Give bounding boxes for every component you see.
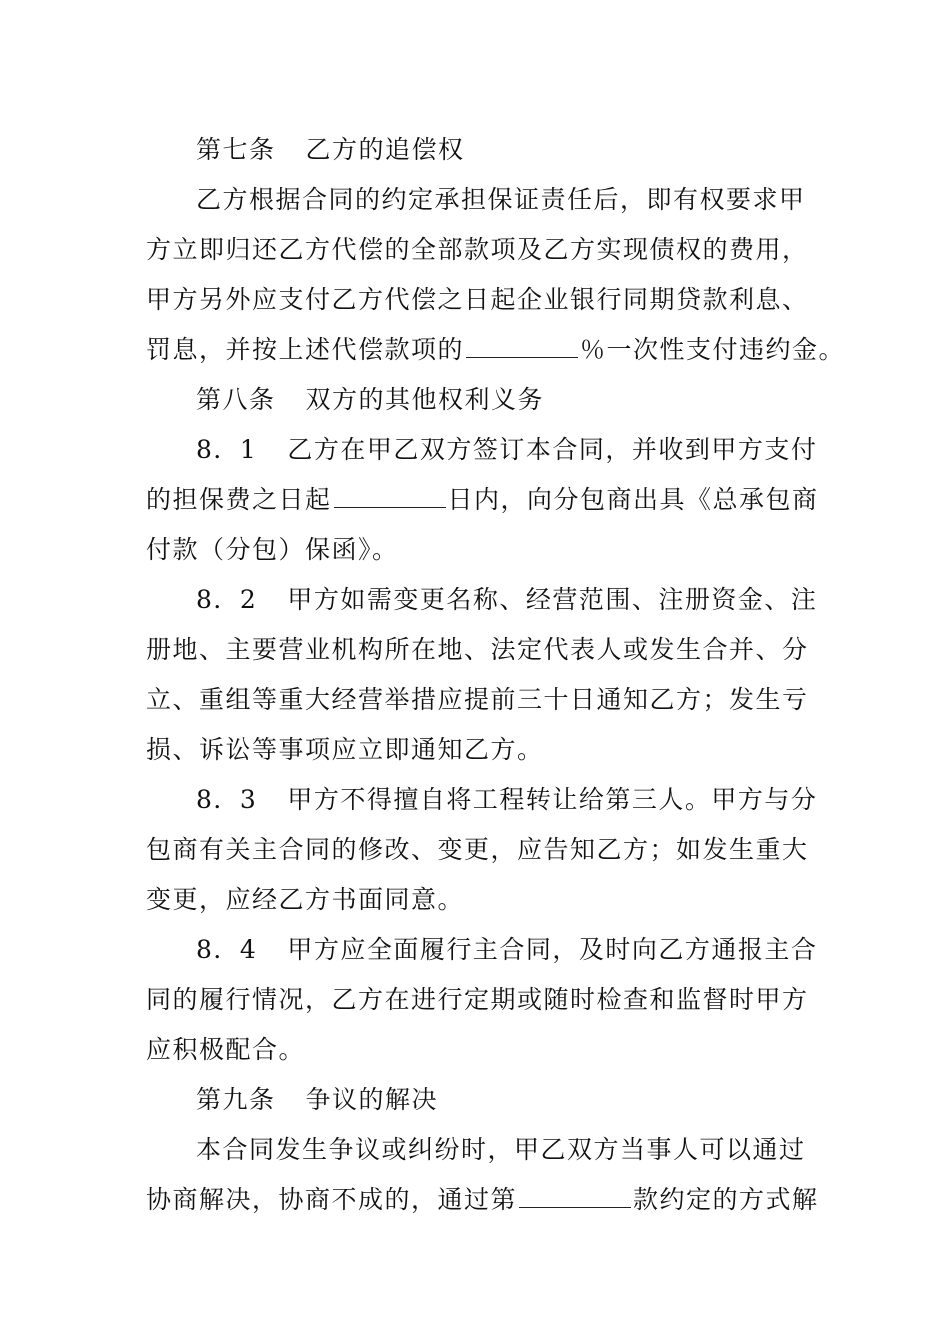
line-text: 损、诉讼等事项应立即通知乙方。 <box>146 735 544 764</box>
clause-number: 8．1 <box>196 435 258 464</box>
text-before-blank: 罚息，并按上述代偿款项的 <box>146 335 465 364</box>
article-heading <box>196 1080 438 1120</box>
article-number: 第八条 <box>196 385 276 414</box>
text-line <box>146 230 809 270</box>
clause-text: 甲方不得擅自将工程转让给第三人。甲方与分 <box>287 785 818 814</box>
text-line <box>146 630 809 670</box>
text-before-blank: 的担保费之日起 <box>146 485 332 514</box>
clause-text: 甲方应全面履行主合同，及时向乙方通报主合 <box>287 935 818 964</box>
line-text: 乙方根据合同的约定承担保证责任后，即有权要求甲 <box>196 185 806 214</box>
article-title: 争议的解决 <box>305 1085 439 1114</box>
clause-number: 8．3 <box>196 785 258 814</box>
text-line <box>196 180 806 220</box>
line-text: 立、重组等重大经营举措应提前三十日通知乙方；发生亏 <box>146 685 809 714</box>
text-after-blank: 日内，向分包商出具《总承包商 <box>447 485 819 514</box>
article-number: 第七条 <box>196 135 276 164</box>
clause-number: 8．4 <box>196 935 258 964</box>
clause-line <box>196 780 817 820</box>
clause-line <box>196 930 817 970</box>
text-line <box>146 880 464 920</box>
clause-text: 甲方如需变更名称、经营范围、注册资金、注 <box>287 585 818 614</box>
line-text: 本合同发生争议或纠纷时，甲乙双方当事人可以通过 <box>196 1135 806 1164</box>
clause-line <box>196 430 817 470</box>
clause-text: 乙方在甲乙双方签订本合同，并收到甲方支付 <box>287 435 818 464</box>
text-line <box>146 830 809 870</box>
text-line <box>146 530 399 570</box>
article-number: 第九条 <box>196 1085 276 1114</box>
text-line <box>146 680 809 720</box>
clause-number: 8．2 <box>196 585 258 614</box>
text-line <box>146 1030 305 1070</box>
text-line <box>196 1130 806 1170</box>
text-line <box>146 280 809 320</box>
text-after-blank: ％一次性支付违约金。 <box>580 335 846 364</box>
article-title: 乙方的追偿权 <box>305 135 465 164</box>
text-line <box>146 980 809 1020</box>
article-heading <box>196 130 465 170</box>
text-line-with-blank <box>146 480 819 520</box>
line-text: 付款（分包）保函》。 <box>146 535 399 564</box>
text-after-blank: 款约定的方式解 <box>633 1185 819 1214</box>
fill-in-blank <box>466 335 578 358</box>
line-text: 同的履行情况，乙方在进行定期或随时检查和监督时甲方 <box>146 985 809 1014</box>
article-heading <box>196 380 544 420</box>
text-line <box>146 730 544 770</box>
text-before-blank: 协商解决，协商不成的，通过第 <box>146 1185 518 1214</box>
fill-in-blank <box>334 485 446 508</box>
line-text: 包商有关主合同的修改、变更，应告知乙方；如发生重大 <box>146 835 809 864</box>
text-line-with-blank <box>146 330 845 370</box>
text-line-with-blank <box>146 1180 819 1220</box>
line-text: 应积极配合。 <box>146 1035 306 1064</box>
article-title: 双方的其他权利义务 <box>305 385 545 414</box>
fill-in-blank <box>519 1185 631 1208</box>
line-text: 变更，应经乙方书面同意。 <box>146 885 465 914</box>
line-text: 甲方另外应支付乙方代偿之日起企业银行同期贷款利息、 <box>146 285 809 314</box>
clause-line <box>196 580 817 620</box>
line-text: 方立即归还乙方代偿的全部款项及乙方实现债权的费用， <box>146 235 809 264</box>
line-text: 册地、主要营业机构所在地、法定代表人或发生合并、分 <box>146 635 809 664</box>
